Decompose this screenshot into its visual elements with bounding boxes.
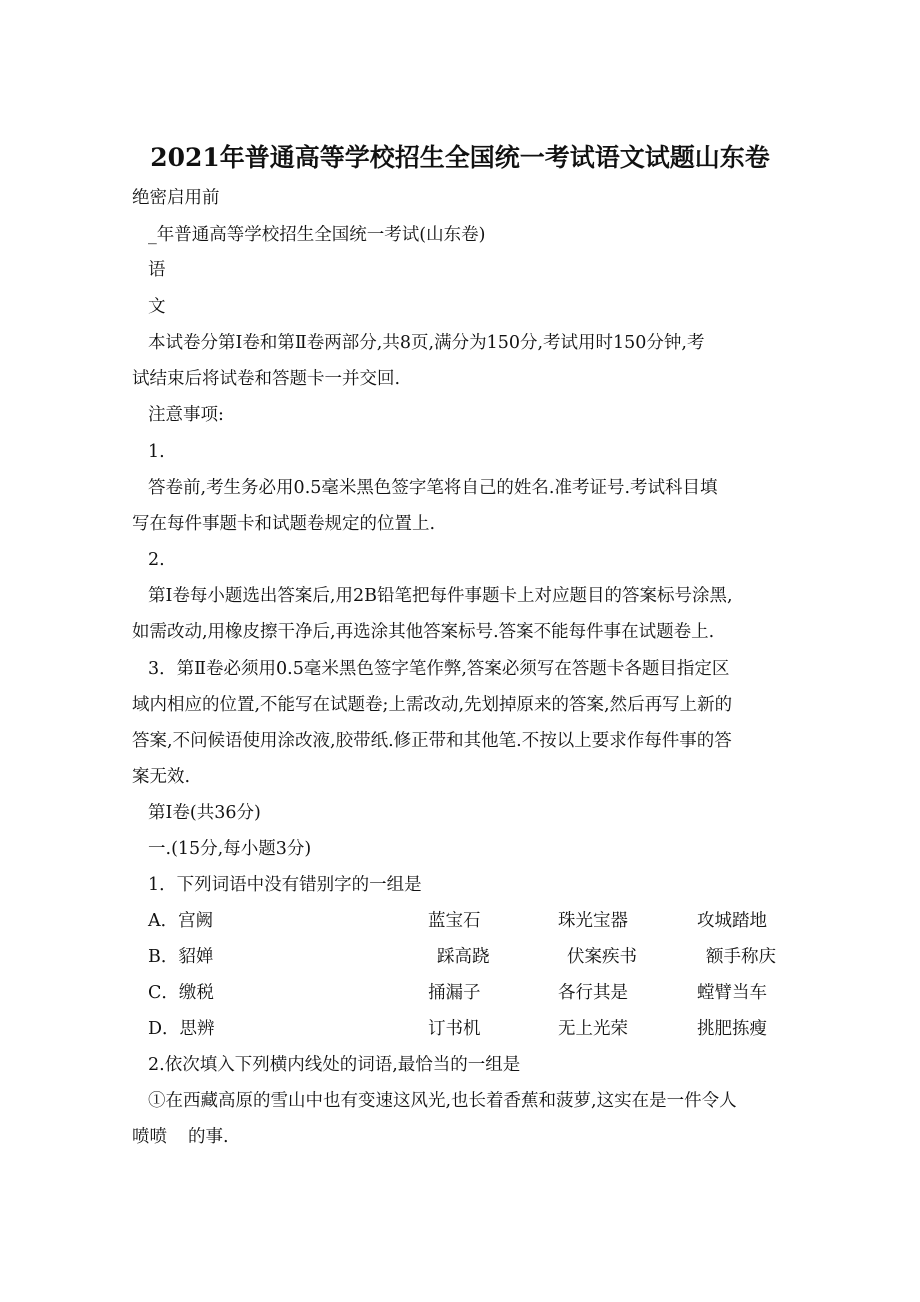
question-2-line: 的事. [188, 1127, 229, 1147]
question-1-stem: 1．下列词语中没有错别字的一组是 [148, 875, 422, 895]
note-line: 写在每件事题卡和试题卷规定的位置上. [132, 514, 436, 534]
part-heading: 第Ⅰ卷(共36分) [148, 803, 261, 823]
option-label: B．貂婵 [148, 947, 214, 967]
section-heading: 一.(15分,每小题3分) [148, 839, 312, 859]
note-line: 3．第Ⅱ卷必须用0.5毫米黑色签字笔作弊,答案必须写在答题卡各题目指定区 [148, 659, 730, 679]
subject-char-1: 语 [148, 260, 166, 280]
note-line: 案无效. [132, 767, 191, 787]
note-line: 答案,不问候语使用涂改液,胶带纸.修正带和其他笔.不按以上要求作每件事的答 [132, 731, 732, 751]
option-word: 珠光宝器 [558, 911, 628, 931]
intro-line: 本试卷分第Ⅰ卷和第Ⅱ卷两部分,共8页,满分为150分,考试用时150分钟,考 [148, 333, 705, 353]
question-2-stem: 2.依次填入下列横内线处的词语,最恰当的一组是 [148, 1055, 521, 1075]
note-number: 1. [148, 442, 165, 462]
secret-label: 绝密启用前 [132, 188, 220, 208]
document-title: 2021年普通高等学校招生全国统一考试语文试题山东卷 [150, 143, 770, 172]
notes-heading: 注意事项: [148, 405, 224, 425]
option-word: 额手称庆 [706, 947, 776, 967]
option-word: 伏案疾书 [567, 947, 637, 967]
option-word: 蓝宝石 [428, 911, 481, 931]
note-line: 如需改动,用橡皮擦干净后,再选涂其他答案标号.答案不能每件事在试题卷上. [132, 622, 715, 642]
question-2-line: 喷喷 [132, 1127, 167, 1147]
option-word: 攻城踏地 [697, 911, 767, 931]
subject-char-2: 文 [148, 297, 166, 317]
option-word: 各行其是 [558, 983, 628, 1003]
intro-line: 试结束后将试卷和答题卡一并交回. [132, 369, 401, 389]
option-word: 踩高跷 [437, 947, 490, 967]
option-word: 挑肥拣瘦 [697, 1019, 767, 1039]
option-word: 订书机 [428, 1019, 481, 1039]
option-label: A．宫阙 [148, 911, 214, 931]
note-line: 答卷前,考生务必用0.5毫米黑色签字笔将自己的姓名.准考证号.考试科目填 [148, 478, 718, 498]
option-label: C．缴税 [148, 983, 214, 1003]
note-line: 域内相应的位置,不能写在试题卷;上需改动,先划掉原来的答案,然后再写上新的 [132, 695, 733, 715]
option-word: 无上光荣 [558, 1019, 628, 1039]
note-line: 第Ⅰ卷每小题选出答案后,用2B铅笔把每件事题卡上对应题目的答案标号涂黑, [148, 586, 733, 606]
option-label: D．思辨 [148, 1019, 215, 1039]
exam-name: _年普通高等学校招生全国统一考试(山东卷) [148, 225, 486, 245]
option-word: 螳臂当车 [697, 983, 767, 1003]
note-number: 2. [148, 550, 165, 570]
question-2-line: ①在西藏高原的雪山中也有变速这风光,也长着香蕉和菠萝,这实在是一件令人 [148, 1091, 737, 1111]
option-word: 捅漏子 [428, 983, 481, 1003]
